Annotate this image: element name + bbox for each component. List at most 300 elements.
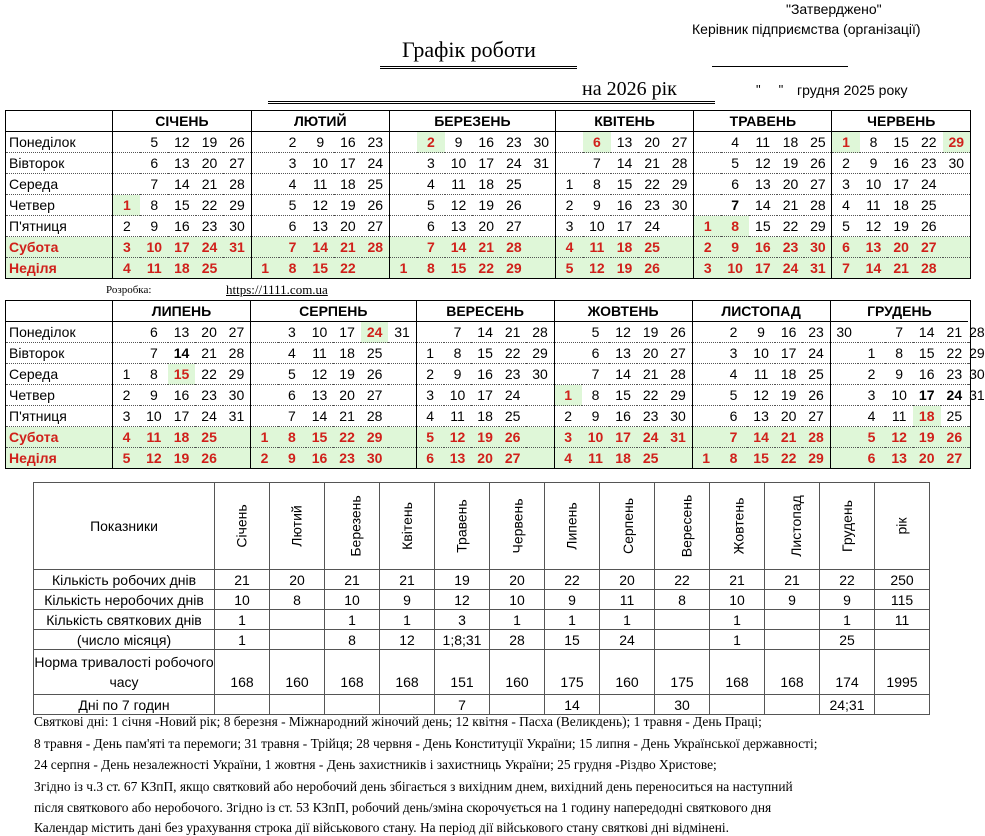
indicator-value — [655, 630, 710, 650]
indicator-value: 1 — [600, 610, 655, 630]
day-cell: 7 — [140, 174, 168, 195]
day-cell: 4 — [832, 195, 860, 216]
month-column-header: Листопад — [765, 483, 820, 570]
month-header: БЕРЕЗЕНЬ — [389, 111, 555, 132]
day-cell: 31 — [388, 322, 416, 343]
weekday-row — [6, 364, 971, 385]
day-cell: 14 — [860, 258, 888, 279]
day-cell: 25 — [196, 258, 224, 279]
day-cell: 9 — [721, 237, 749, 258]
day-cell: 5 — [721, 153, 749, 174]
day-cell: 24 — [195, 406, 223, 427]
indicator-value: 21 — [710, 570, 765, 590]
day-cell: 20 — [637, 343, 665, 364]
day-cell: 3 — [416, 385, 444, 406]
month-column-header: Вересень — [655, 483, 710, 570]
weekday-label: Середа — [6, 364, 113, 385]
day-cell — [251, 132, 279, 153]
day-cell: 2 — [694, 237, 722, 258]
day-cell: 11 — [140, 258, 168, 279]
indicator-value: 12 — [435, 590, 490, 610]
developer-link[interactable]: https://1111.com.ua — [226, 282, 328, 297]
indicator-value — [600, 695, 655, 715]
day-cell: 2 — [720, 322, 748, 343]
day-cell: 6 — [279, 216, 307, 237]
day-cell: 8 — [417, 258, 445, 279]
day-cell: 18 — [777, 132, 805, 153]
day-cell: 14 — [749, 195, 777, 216]
weekday-label: Вівторок — [6, 153, 113, 174]
weekday-label: Субота — [6, 427, 113, 448]
day-cell: 5 — [113, 448, 141, 469]
weekday-row — [6, 385, 971, 406]
note-line: після святкового або неробочого. Згідно із ст. 53 КЗпП, робочий день/зміна скорочується на 1 годину напередодні святкового дня — [34, 800, 772, 815]
day-cell: 25 — [802, 364, 830, 385]
day-cell: 8 — [721, 216, 749, 237]
month-header: ВЕРЕСЕНЬ — [416, 301, 554, 322]
day-cell: 21 — [775, 427, 803, 448]
day-cell — [555, 132, 583, 153]
day-cell: 24 — [362, 153, 390, 174]
day-cell: 11 — [140, 427, 168, 448]
weekday-label: Субота — [6, 237, 113, 258]
day-cell: 7 — [417, 237, 445, 258]
day-cell: 27 — [915, 237, 943, 258]
day-cell: 10 — [747, 343, 775, 364]
day-cell: 16 — [913, 364, 941, 385]
day-cell: 30 — [361, 448, 389, 469]
day-cell: 14 — [747, 427, 775, 448]
day-cell — [694, 174, 722, 195]
indicator-value: 8 — [270, 590, 325, 610]
month-column-header: Серпень — [600, 483, 655, 570]
indicator-value — [270, 630, 325, 650]
day-cell: 9 — [583, 195, 611, 216]
day-cell: 28 — [915, 258, 943, 279]
indicator-value: 1 — [710, 630, 765, 650]
indicator-value — [270, 695, 325, 715]
day-cell: 19 — [777, 153, 805, 174]
day-cell: 13 — [306, 216, 334, 237]
day-cell: 19 — [471, 427, 499, 448]
day-cell: 6 — [721, 174, 749, 195]
day-cell: 10 — [582, 427, 610, 448]
indicator-value: 28 — [490, 630, 545, 650]
day-cell: 12 — [445, 195, 473, 216]
day-cell: 7 — [279, 237, 307, 258]
day-cell: 15 — [471, 343, 499, 364]
day-cell: 13 — [749, 174, 777, 195]
day-cell: 23 — [638, 195, 666, 216]
day-cell: 22 — [333, 427, 361, 448]
day-cell: 6 — [858, 448, 886, 469]
day-cell: 22 — [334, 258, 362, 279]
day-cell: 20 — [887, 237, 915, 258]
day-cell: 27 — [362, 216, 390, 237]
day-cell: 25 — [941, 406, 969, 427]
day-cell: 22 — [472, 258, 500, 279]
day-cell: 21 — [195, 343, 223, 364]
day-cell: 27 — [941, 448, 969, 469]
day-cell: 2 — [832, 153, 860, 174]
day-cell: 14 — [306, 406, 334, 427]
indicator-value — [380, 695, 435, 715]
day-cell — [968, 448, 970, 469]
day-cell: 30 — [664, 406, 692, 427]
day-cell — [943, 258, 971, 279]
indicator-value: 19 — [435, 570, 490, 590]
day-cell — [389, 174, 417, 195]
day-cell — [968, 406, 970, 427]
day-cell: 26 — [664, 322, 692, 343]
day-cell — [251, 343, 279, 364]
indicator-value: 7 — [435, 695, 490, 715]
day-cell: 2 — [417, 132, 445, 153]
day-cell: 1 — [416, 343, 444, 364]
day-cell: 10 — [444, 385, 472, 406]
indicator-value: 10 — [490, 590, 545, 610]
weekday-row — [6, 153, 971, 174]
day-cell: 22 — [775, 448, 803, 469]
day-cell: 30 — [223, 216, 251, 237]
note-line: Згідно із ч.3 ст. 67 КЗпП, якщо святковий або неробочий день збігається з вихідним днем, вихідний день переноситься на наступний — [34, 779, 793, 794]
day-cell — [943, 216, 971, 237]
day-cell — [113, 132, 141, 153]
day-cell — [389, 153, 417, 174]
day-cell: 18 — [887, 195, 915, 216]
day-cell — [389, 132, 417, 153]
day-cell: 13 — [609, 343, 637, 364]
day-cell: 10 — [140, 406, 168, 427]
day-cell: 13 — [168, 322, 196, 343]
indicator-value: 1 — [215, 610, 270, 630]
weekday-row — [6, 258, 971, 279]
indicator-value — [325, 695, 380, 715]
day-cell — [388, 385, 416, 406]
day-cell: 18 — [775, 364, 803, 385]
day-cell: 10 — [583, 216, 611, 237]
day-cell: 19 — [334, 195, 362, 216]
day-cell — [694, 195, 722, 216]
day-cell: 5 — [720, 385, 748, 406]
indicator-value: 20 — [490, 570, 545, 590]
month-header: ЛЮТИЙ — [251, 111, 389, 132]
day-cell: 17 — [168, 406, 196, 427]
day-cell: 2 — [251, 448, 279, 469]
day-cell: 16 — [168, 216, 196, 237]
indicator-value: 21 — [765, 570, 820, 590]
day-cell: 10 — [140, 237, 168, 258]
month-header: ЛИСТОПАД — [692, 301, 830, 322]
day-cell: 13 — [885, 448, 913, 469]
day-cell: 18 — [471, 406, 499, 427]
day-cell: 8 — [860, 132, 888, 153]
day-cell: 9 — [582, 406, 610, 427]
weekday-label: Четвер — [6, 385, 113, 406]
day-cell: 13 — [860, 237, 888, 258]
indicator-value: 20 — [600, 570, 655, 590]
day-cell — [554, 322, 582, 343]
weekday-row — [6, 427, 971, 448]
day-cell: 27 — [223, 322, 251, 343]
weekday-row — [6, 237, 971, 258]
month-column-header: Травень — [435, 483, 490, 570]
day-cell: 25 — [195, 427, 223, 448]
indicator-value: 151 — [435, 650, 490, 695]
indicator-value: 175 — [545, 650, 600, 695]
day-cell: 15 — [913, 343, 941, 364]
day-cell: 28 — [968, 322, 970, 343]
day-cell: 6 — [582, 343, 610, 364]
day-cell: 27 — [804, 174, 832, 195]
day-cell: 13 — [445, 216, 473, 237]
month-column-header: Липень — [545, 483, 600, 570]
day-cell — [528, 258, 556, 279]
day-cell: 15 — [306, 258, 334, 279]
day-cell: 22 — [196, 195, 224, 216]
day-cell: 12 — [140, 448, 168, 469]
weekday-row — [6, 448, 971, 469]
indicator-value: 160 — [270, 650, 325, 695]
day-cell — [943, 237, 971, 258]
day-cell: 8 — [278, 427, 306, 448]
day-cell: 22 — [941, 343, 969, 364]
day-cell: 31 — [528, 153, 556, 174]
day-cell: 12 — [306, 364, 334, 385]
day-cell: 8 — [583, 174, 611, 195]
day-cell: 15 — [749, 216, 777, 237]
day-cell — [251, 153, 279, 174]
day-cell: 19 — [168, 448, 196, 469]
day-cell: 22 — [777, 216, 805, 237]
day-cell — [528, 195, 556, 216]
indicator-value: 25 — [820, 630, 875, 650]
indicator-value: 9 — [765, 590, 820, 610]
day-cell — [223, 427, 251, 448]
day-cell: 4 — [113, 427, 141, 448]
day-cell: 26 — [804, 153, 832, 174]
day-cell — [526, 448, 554, 469]
day-cell: 6 — [416, 448, 444, 469]
day-cell: 19 — [775, 385, 803, 406]
day-cell: 2 — [416, 364, 444, 385]
indicator-value: 168 — [325, 650, 380, 695]
day-cell — [526, 427, 554, 448]
indicator-row — [34, 590, 930, 610]
day-cell: 20 — [775, 406, 803, 427]
day-cell: 27 — [499, 448, 527, 469]
day-cell: 14 — [168, 343, 196, 364]
day-cell: 20 — [195, 322, 223, 343]
calendar-second-half — [5, 300, 985, 469]
indicator-label: Кількість робочих днів — [34, 570, 215, 590]
weekday-label: Неділя — [6, 448, 113, 469]
indicator-row — [34, 695, 930, 715]
day-cell — [223, 448, 251, 469]
indicator-label: Норма тривалості робочого часу — [34, 650, 215, 695]
day-cell: 30 — [528, 132, 556, 153]
day-cell: 13 — [444, 448, 472, 469]
indicator-label: Кількість неробочих днів — [34, 590, 215, 610]
day-cell: 9 — [278, 448, 306, 469]
day-cell: 24 — [196, 237, 224, 258]
day-cell: 29 — [526, 343, 554, 364]
weekday-label: Четвер — [6, 195, 113, 216]
page-title: Графік роботи — [402, 37, 536, 62]
indicator-value: 22 — [545, 570, 600, 590]
day-cell: 24 — [500, 153, 528, 174]
day-cell — [113, 322, 141, 343]
indicator-value — [710, 695, 765, 715]
day-cell: 24 — [777, 258, 805, 279]
day-cell: 18 — [472, 174, 500, 195]
indicator-value: 24;31 — [820, 695, 875, 715]
indicator-value — [765, 695, 820, 715]
weekday-label: Понеділок — [6, 132, 113, 153]
day-cell: 2 — [113, 385, 141, 406]
corner-cell — [6, 111, 113, 132]
day-cell: 17 — [609, 427, 637, 448]
indicator-value: 160 — [490, 650, 545, 695]
day-cell — [943, 195, 971, 216]
day-cell: 4 — [721, 132, 749, 153]
day-cell: 6 — [832, 237, 860, 258]
indicator-value: 9 — [820, 590, 875, 610]
day-cell: 16 — [168, 385, 196, 406]
day-cell: 23 — [941, 364, 969, 385]
day-cell — [388, 406, 416, 427]
day-cell: 27 — [666, 132, 694, 153]
day-cell: 24 — [941, 385, 969, 406]
day-cell: 3 — [113, 237, 141, 258]
indicator-value: 1 — [325, 610, 380, 630]
day-cell: 2 — [858, 364, 886, 385]
day-cell — [692, 385, 720, 406]
day-cell: 1 — [113, 195, 141, 216]
day-cell: 17 — [611, 216, 639, 237]
indicator-value: 1 — [545, 610, 600, 630]
day-cell: 27 — [664, 343, 692, 364]
day-cell — [389, 237, 417, 258]
month-header: СЕРПЕНЬ — [251, 301, 417, 322]
day-cell — [113, 343, 141, 364]
weekday-row — [6, 174, 971, 195]
day-cell: 6 — [583, 132, 611, 153]
indicator-value: 1995 — [875, 650, 930, 695]
year-underline — [268, 101, 715, 104]
day-cell: 20 — [471, 448, 499, 469]
day-cell: 30 — [968, 364, 970, 385]
day-cell: 3 — [554, 427, 582, 448]
day-cell: 13 — [168, 153, 196, 174]
day-cell: 26 — [638, 258, 666, 279]
day-cell: 26 — [500, 195, 528, 216]
day-cell: 12 — [860, 216, 888, 237]
indicator-value: 15 — [545, 630, 600, 650]
day-cell: 6 — [720, 406, 748, 427]
day-cell: 26 — [362, 195, 390, 216]
indicator-value: 1 — [380, 610, 435, 630]
day-cell: 16 — [887, 153, 915, 174]
day-cell: 8 — [140, 364, 168, 385]
day-cell: 17 — [471, 385, 499, 406]
day-cell: 21 — [499, 322, 527, 343]
note-line: 24 серпня - День незалежності України, 1 жовтня - День захистників і захистниць України; 25 грудня -Різдво Христове; — [34, 757, 717, 772]
day-cell: 27 — [223, 153, 251, 174]
date-quote: " " — [756, 82, 784, 97]
day-cell: 4 — [279, 174, 307, 195]
weekday-label: П'ятниця — [6, 216, 113, 237]
day-cell — [526, 385, 554, 406]
day-cell: 16 — [775, 322, 803, 343]
day-cell: 19 — [913, 427, 941, 448]
day-cell: 20 — [777, 174, 805, 195]
day-cell: 11 — [583, 237, 611, 258]
day-cell: 30 — [223, 385, 251, 406]
day-cell: 15 — [747, 448, 775, 469]
day-cell: 2 — [554, 406, 582, 427]
month-column-header: Квітень — [380, 483, 435, 570]
day-cell: 14 — [913, 322, 941, 343]
day-cell: 2 — [555, 195, 583, 216]
day-cell: 28 — [361, 406, 389, 427]
day-cell: 27 — [802, 406, 830, 427]
day-cell: 22 — [638, 174, 666, 195]
day-cell: 7 — [140, 343, 168, 364]
indicator-value: 21 — [380, 570, 435, 590]
day-cell — [388, 427, 416, 448]
day-cell: 9 — [306, 132, 334, 153]
day-cell: 21 — [196, 174, 224, 195]
day-cell: 18 — [611, 237, 639, 258]
day-cell: 3 — [555, 216, 583, 237]
indicator-value: 1;8;31 — [435, 630, 490, 650]
day-cell: 10 — [885, 385, 913, 406]
day-cell: 28 — [500, 237, 528, 258]
day-cell: 18 — [168, 427, 196, 448]
day-cell: 16 — [471, 364, 499, 385]
indicator-value — [655, 610, 710, 630]
day-cell: 25 — [499, 406, 527, 427]
weekday-row — [6, 132, 971, 153]
day-cell: 3 — [113, 406, 141, 427]
day-cell: 1 — [554, 385, 582, 406]
day-cell: 5 — [858, 427, 886, 448]
day-cell: 10 — [721, 258, 749, 279]
day-cell: 19 — [611, 258, 639, 279]
day-cell: 17 — [775, 343, 803, 364]
day-cell: 21 — [472, 237, 500, 258]
day-cell: 30 — [526, 364, 554, 385]
weekday-row — [6, 195, 971, 216]
month-column-header: Жовтень — [710, 483, 765, 570]
day-cell: 5 — [582, 322, 610, 343]
day-cell: 29 — [968, 343, 970, 364]
indicator-value: 22 — [655, 570, 710, 590]
day-cell — [113, 153, 141, 174]
month-header: КВІТЕНЬ — [555, 111, 693, 132]
day-cell — [113, 174, 141, 195]
day-cell: 12 — [885, 427, 913, 448]
day-cell: 3 — [832, 174, 860, 195]
day-cell — [830, 364, 858, 385]
day-cell: 26 — [802, 385, 830, 406]
day-cell: 5 — [417, 195, 445, 216]
indicator-value — [270, 610, 325, 630]
indicator-value: 21 — [325, 570, 380, 590]
day-cell: 7 — [721, 195, 749, 216]
day-cell: 8 — [444, 343, 472, 364]
